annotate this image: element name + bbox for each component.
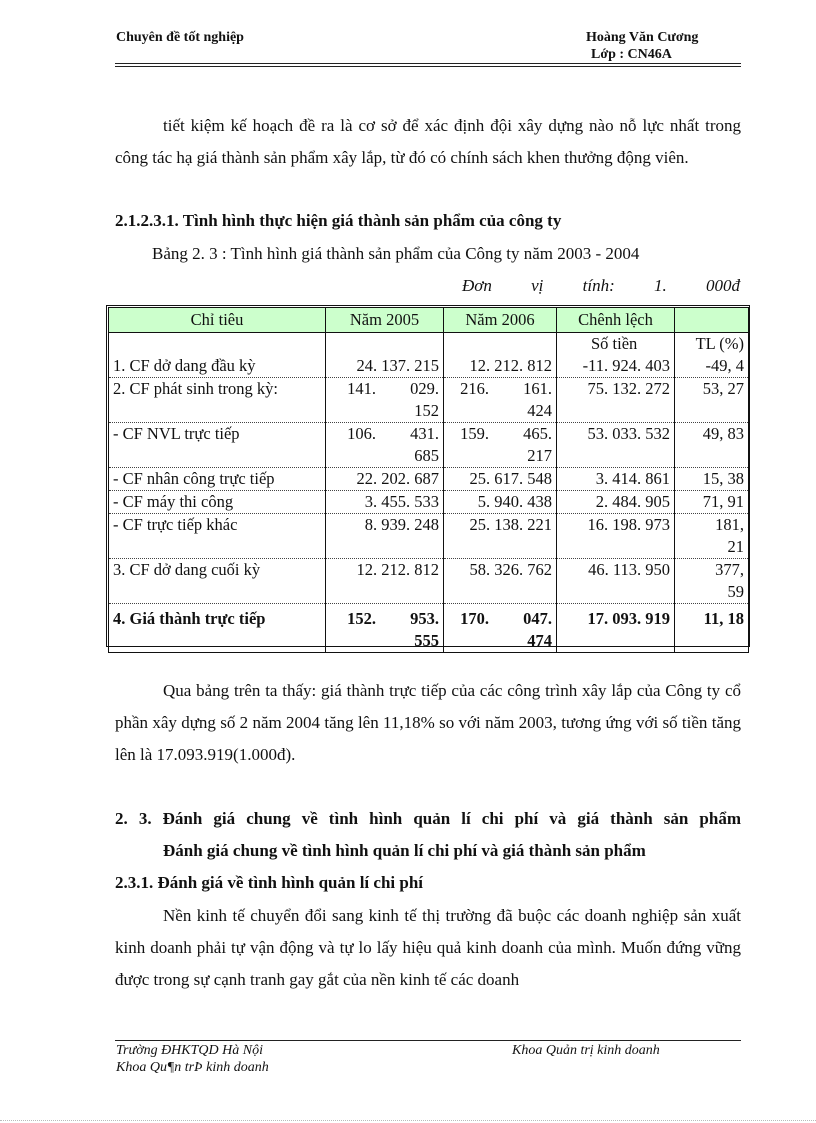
table-cell-value: -11. 924. 403 — [582, 356, 670, 375]
table-row — [109, 559, 749, 604]
table-cell: 2. CF phát sinh trong kỳ: — [109, 378, 326, 423]
table-row — [109, 468, 749, 491]
summary-paragraph: Qua bảng trên ta thấy: giá thành trực tiếp của các công trình xây lắp của Công ty cổ phần xây dựng số 2 năm 2004 tăng lên 11,18% so với năm 2003, tương ứng với số tiền tăng lên là 17.093.919(1.000đ). — [115, 681, 741, 764]
section2-heading: 2. 3. Đánh giá chung về tình hình quản lí chi phí và giá thành sản phẩm — [115, 809, 741, 828]
table-cell: - CF nhân công trực tiếp — [109, 468, 326, 491]
table-cell: 16. 198. 973 — [557, 514, 675, 559]
table-cell: 71, 91 — [675, 491, 749, 514]
table-cell: 152. 953. 555 — [326, 604, 444, 653]
section2-subheading: 2.3.1. Đánh giá về tình hình quản lí chi phí — [115, 873, 424, 892]
table-cell: - CF NVL trực tiếp — [109, 423, 326, 468]
table-cell: 8. 939. 248 — [326, 514, 444, 559]
table-cell: 181, 21 — [675, 514, 749, 559]
table-cell: 106. 431. 685 — [326, 423, 444, 468]
header-cell: Năm 2005 — [326, 308, 444, 333]
table-cell: 141. 029. 152 — [326, 378, 444, 423]
table-cell: 24. 137. 215 — [326, 333, 444, 378]
footer-school: Trường ĐHKTQD Hà Nội — [116, 1043, 263, 1058]
section-heading: 2.1.2.3.1. Tình hình thực hiện giá thành sản phẩm của công ty — [115, 211, 562, 230]
table-total-row — [109, 604, 749, 653]
table-cell: 12. 212. 812 — [444, 333, 557, 378]
header-cell — [675, 308, 749, 333]
table-row — [109, 514, 749, 559]
subheader-ratio: TL (%) — [695, 334, 744, 353]
table-cell: 3. 455. 533 — [326, 491, 444, 514]
header-cell: Năm 2006 — [444, 308, 557, 333]
table-caption: Bảng 2. 3 : Tình hình giá thành sản phẩm của Công ty năm 2003 - 2004 — [152, 244, 640, 263]
table-cell: 15, 38 — [675, 468, 749, 491]
table-cell: 159. 465. 217 — [444, 423, 557, 468]
table-row — [109, 333, 749, 378]
header-rule — [115, 63, 741, 64]
page-bottom-dotted-line — [0, 1120, 816, 1121]
section2-body: Nền kinh tế chuyển đổi sang kinh tế thị trường đã buộc các doanh nghiệp sản xuất kinh doanh phải tự vận động và tự lo lấy hiệu quả kinh doanh của mình. Muốn đứng vững được trong sự cạnh tranh gay gắt của nền kinh tế các doanh — [115, 906, 741, 989]
table-cell: 46. 113. 950 — [557, 559, 675, 604]
table-cell: 17. 093. 919 — [557, 604, 675, 653]
unit-word: 1. — [654, 276, 667, 295]
cost-table — [108, 307, 749, 653]
unit-word: Đơn — [462, 276, 492, 295]
header-author: Hoàng Văn Cương — [586, 30, 699, 45]
table-cell: 12. 212. 812 — [326, 559, 444, 604]
footer-faculty-garbled: Khoa Qu¶n trÞ kinh doanh — [116, 1060, 269, 1075]
intro-paragraph: tiết kiệm kế hoạch đề ra là cơ sở để xác định đội xây dựng nào nỗ lực nhất trong công tác hạ giá thành sản phẩm xây lắp, từ đó có chính sách khen thưởng động viên. — [115, 116, 741, 167]
table-cell: 25. 138. 221 — [444, 514, 557, 559]
table-row — [109, 423, 749, 468]
footer-faculty: Khoa Quản trị kinh doanh — [512, 1043, 660, 1058]
table-cell: 49, 83 — [675, 423, 749, 468]
header-class: Lớp : CN46A — [591, 47, 672, 62]
unit-label — [462, 276, 740, 296]
table-cell: 75. 132. 272 — [557, 378, 675, 423]
table-cell: 3. CF dở dang cuối kỳ — [109, 559, 326, 604]
table-cell: 25. 617. 548 — [444, 468, 557, 491]
header-cell: Chỉ tiêu — [109, 308, 326, 333]
table-cell: 170. 047. 474 — [444, 604, 557, 653]
unit-word: tính: — [582, 276, 615, 295]
table-cell — [675, 333, 749, 378]
table-cell: 58. 326. 762 — [444, 559, 557, 604]
table-row — [109, 378, 749, 423]
table-cell — [557, 333, 675, 378]
table-cell: 22. 202. 687 — [326, 468, 444, 491]
table-cell: - CF máy thi công — [109, 491, 326, 514]
table-cell: 53, 27 — [675, 378, 749, 423]
table-cell: 53. 033. 532 — [557, 423, 675, 468]
table-cell: 377, 59 — [675, 559, 749, 604]
table-cell: 11, 18 — [675, 604, 749, 653]
header-left: Chuyên đề tốt nghiệp — [116, 30, 244, 45]
footer-rule — [115, 1040, 741, 1041]
table-cell-value: -49, 4 — [705, 356, 744, 375]
table-cell: 4. Giá thành trực tiếp — [109, 604, 326, 653]
section2-subtitle: Đánh giá chung về tình hình quản lí chi phí và giá thành sản phẩm — [163, 841, 646, 860]
table-cell: 1. CF dở dang đầu kỳ — [109, 333, 326, 378]
unit-word: vị — [531, 276, 544, 295]
table-row — [109, 491, 749, 514]
table-cell: 5. 940. 438 — [444, 491, 557, 514]
table-header-row — [109, 308, 749, 333]
subheader-amount: Số tiền — [591, 334, 638, 353]
header-cell: Chênh lệch — [557, 308, 675, 333]
header-rule-2 — [115, 66, 741, 67]
table-cell: - CF trực tiếp khác — [109, 514, 326, 559]
table-cell: 3. 414. 861 — [557, 468, 675, 491]
unit-word: 000đ — [706, 276, 740, 295]
table-cell: 2. 484. 905 — [557, 491, 675, 514]
table-cell: 216. 161. 424 — [444, 378, 557, 423]
